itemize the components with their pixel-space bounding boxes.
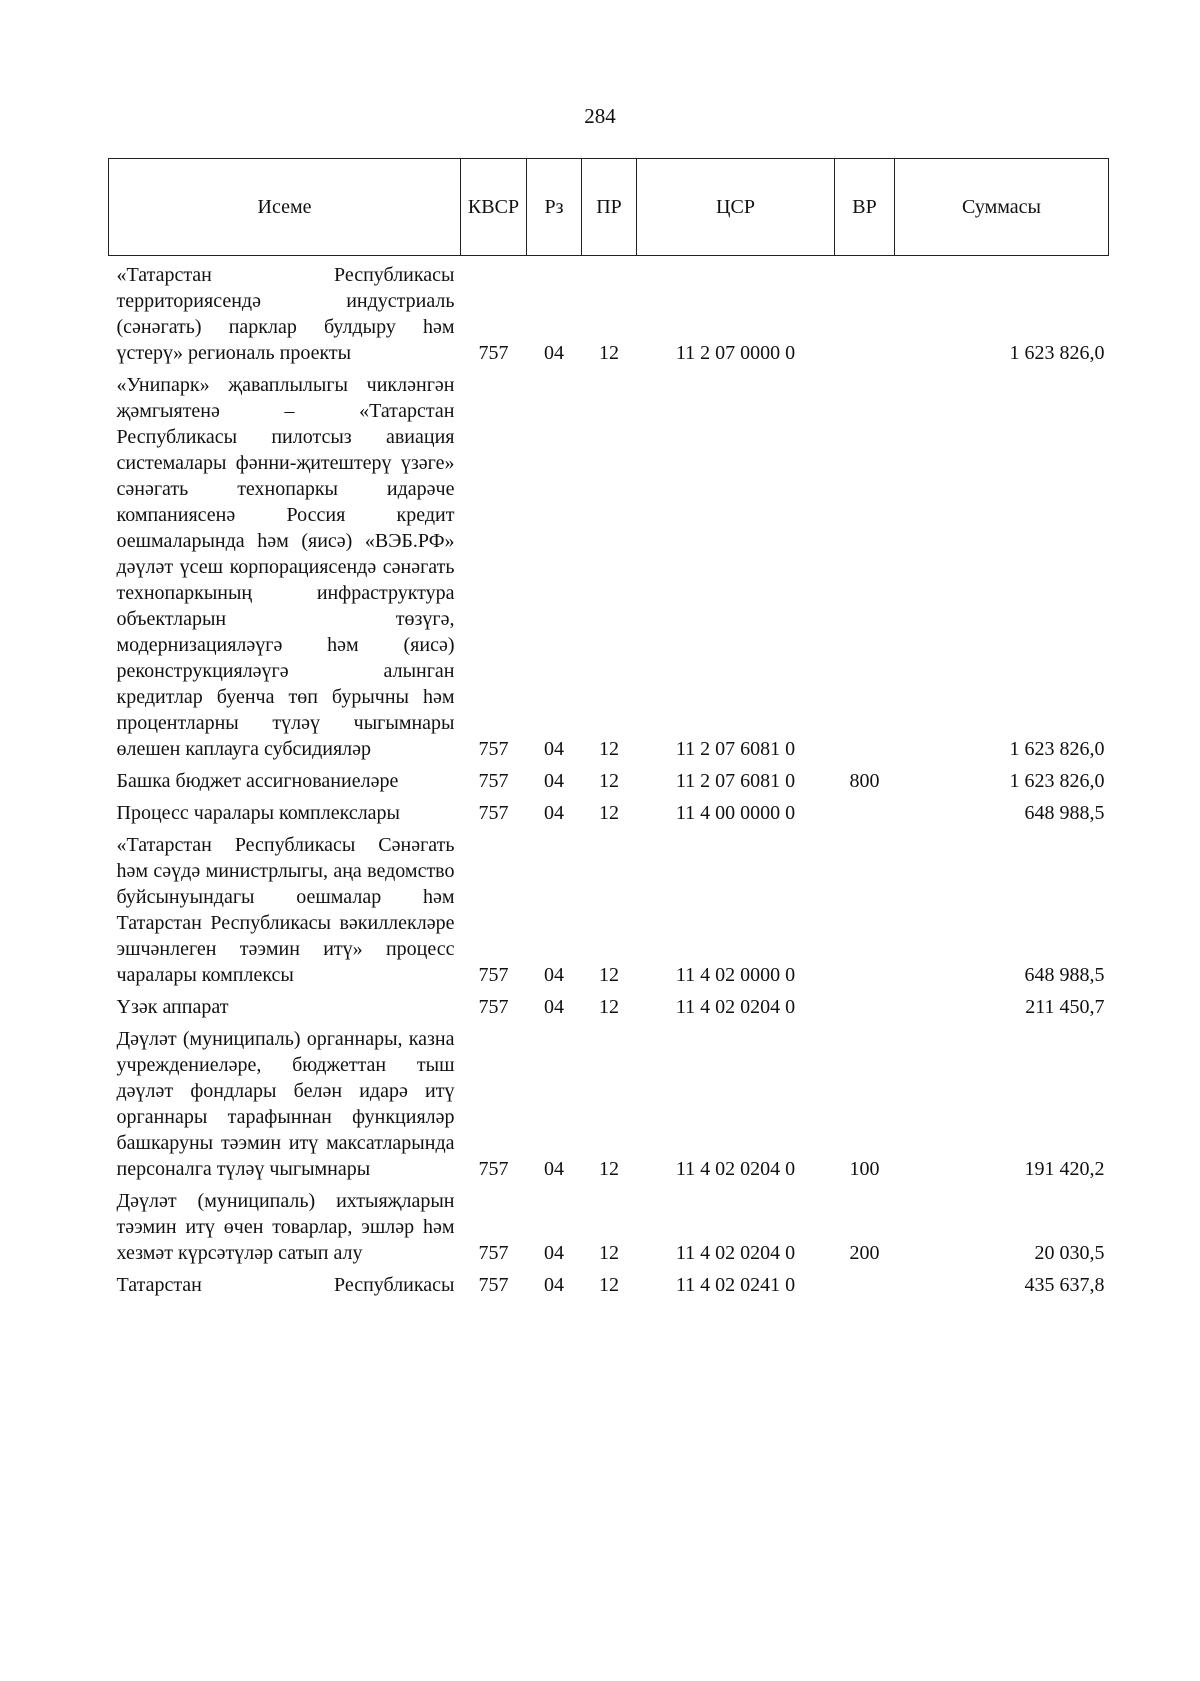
row-name: Дәүләт (муниципаль) органнары, казна учреждениеләре, бюджеттан тыш дәүләт фондлары белән идарә итү органнары тарафыннан функцияләр башкаруны тәэмин итү максатларында персоналга түләү чыгымнары [116, 1028, 455, 1180]
row-pr: 12 [599, 996, 619, 1018]
row-pr: 12 [599, 802, 619, 824]
row-sum: 648 988,5 [1024, 802, 1105, 824]
table-row [109, 1182, 1109, 1266]
page-number: 284 [584, 104, 616, 128]
row-kvsr: 757 [478, 802, 509, 824]
row-name: Дәүләт (муниципаль) ихтыяҗларын тәэмин итү өчен товарлар, эшләр һәм хезмәт күрсәтүләр сатып алу [116, 1190, 455, 1264]
row-rz: 04 [544, 802, 564, 824]
row-sum: 1 623 826,0 [1009, 770, 1105, 792]
row-name: Процесс чаралары комплекслары [116, 802, 400, 824]
row-rz: 04 [544, 996, 564, 1018]
row-kvsr: 757 [478, 770, 509, 792]
header-pr: ПР [582, 159, 637, 256]
row-sum: 1 623 826,0 [1009, 342, 1105, 364]
row-vr: 800 [849, 770, 880, 792]
row-name: Башка бюджет ассигнованиеләре [116, 770, 399, 792]
header-kvsr: КВСР [461, 159, 527, 256]
row-sum: 648 988,5 [1024, 964, 1105, 986]
row-csr: 11 4 00 0000 0 [675, 802, 796, 824]
table-row [109, 794, 1109, 826]
row-kvsr: 757 [478, 1274, 509, 1296]
row-vr [835, 794, 895, 826]
row-rz: 04 [544, 964, 564, 986]
table-header-row [109, 159, 1109, 256]
row-rz: 04 [544, 770, 564, 792]
row-csr: 11 2 07 0000 0 [675, 342, 796, 364]
row-csr: 11 4 02 0204 0 [675, 1242, 796, 1264]
header-name: Исеме [109, 159, 461, 256]
row-csr: 11 4 02 0204 0 [675, 1158, 796, 1180]
row-sum: 435 637,8 [1024, 1274, 1105, 1296]
row-kvsr: 757 [478, 1242, 509, 1264]
row-rz: 04 [544, 1242, 564, 1264]
row-pr: 12 [599, 342, 619, 364]
table-row [109, 988, 1109, 1020]
row-vr: 100 [849, 1158, 880, 1180]
row-vr: 200 [849, 1242, 880, 1264]
row-kvsr: 757 [478, 738, 509, 760]
row-kvsr: 757 [478, 1158, 509, 1180]
row-pr: 12 [599, 1242, 619, 1264]
table-row [109, 762, 1109, 794]
row-sum: 191 420,2 [1024, 1158, 1105, 1180]
row-pr: 12 [599, 770, 619, 792]
row-pr: 12 [599, 738, 619, 760]
row-rz: 04 [544, 342, 564, 364]
row-rz: 04 [544, 1274, 564, 1296]
row-csr: 11 4 02 0204 0 [675, 996, 796, 1018]
row-csr: 11 4 02 0000 0 [675, 964, 796, 986]
row-csr: 11 4 02 0241 0 [675, 1274, 796, 1296]
row-sum: 211 450,7 [1025, 996, 1105, 1018]
header-sum: Суммасы [895, 159, 1109, 256]
row-sum: 20 030,5 [1034, 1242, 1105, 1264]
row-vr [835, 1266, 895, 1298]
row-name: «Унипарк» җаваплылыгы чикләнгән җәмгыятенә – «Татарстан Республикасы пилотсыз авиация системалары фәнни-җитештерү үзәге» сәнәгать технопаркы идарәче компаниясенә Россия кредит оешмаларында һәм (яисә) «ВЭБ.РФ» дәүләт үсеш корпорациясендә сәнәгать технопаркының инфраструктура объектларын төзүгә, модернизацияләүгә һәм (яисә) реконструкцияләүгә алынган кредитлар буенча төп бурычны һәм процентларны түләү чыгымнары өлешен каплауга субсидияләр [116, 374, 455, 760]
row-name: «Татарстан Республикасы Сәнәгать һәм сәүдә министрлыгы, аңа ведомство буйсынуындагы оешмалар һәм Татарстан Республикасы вәкиллекләре эшчәнлеген тәэмин итү» процесс чаралары комплексы [116, 834, 455, 986]
header-vr: ВР [835, 159, 895, 256]
row-vr [835, 366, 895, 762]
header-rz: Рз [527, 159, 582, 256]
row-kvsr: 757 [478, 342, 509, 364]
table-row [109, 1020, 1109, 1182]
table-row [109, 256, 1109, 367]
row-rz: 04 [544, 1158, 564, 1180]
row-csr: 11 2 07 6081 0 [675, 738, 796, 760]
header-csr: ЦСР [637, 159, 835, 256]
row-pr: 12 [599, 964, 619, 986]
budget-table [108, 158, 1109, 1298]
table-row [109, 826, 1109, 988]
row-name: Үзәк аппарат [116, 996, 229, 1018]
row-kvsr: 757 [478, 964, 509, 986]
row-name: Татарстан Республикасы [116, 1274, 455, 1296]
row-kvsr: 757 [478, 996, 509, 1018]
table-row [109, 1266, 1109, 1298]
row-vr [835, 256, 895, 367]
row-csr: 11 2 07 6081 0 [675, 770, 796, 792]
row-pr: 12 [599, 1158, 619, 1180]
table-row [109, 366, 1109, 762]
row-sum: 1 623 826,0 [1009, 738, 1105, 760]
row-vr [835, 988, 895, 1020]
row-vr [835, 826, 895, 988]
row-rz: 04 [544, 738, 564, 760]
row-name: «Татарстан Республикасы территориясендә индустриаль (сәнәгать) парклар булдыру һәм үстерү» региональ проекты [116, 264, 455, 364]
row-pr: 12 [599, 1274, 619, 1296]
